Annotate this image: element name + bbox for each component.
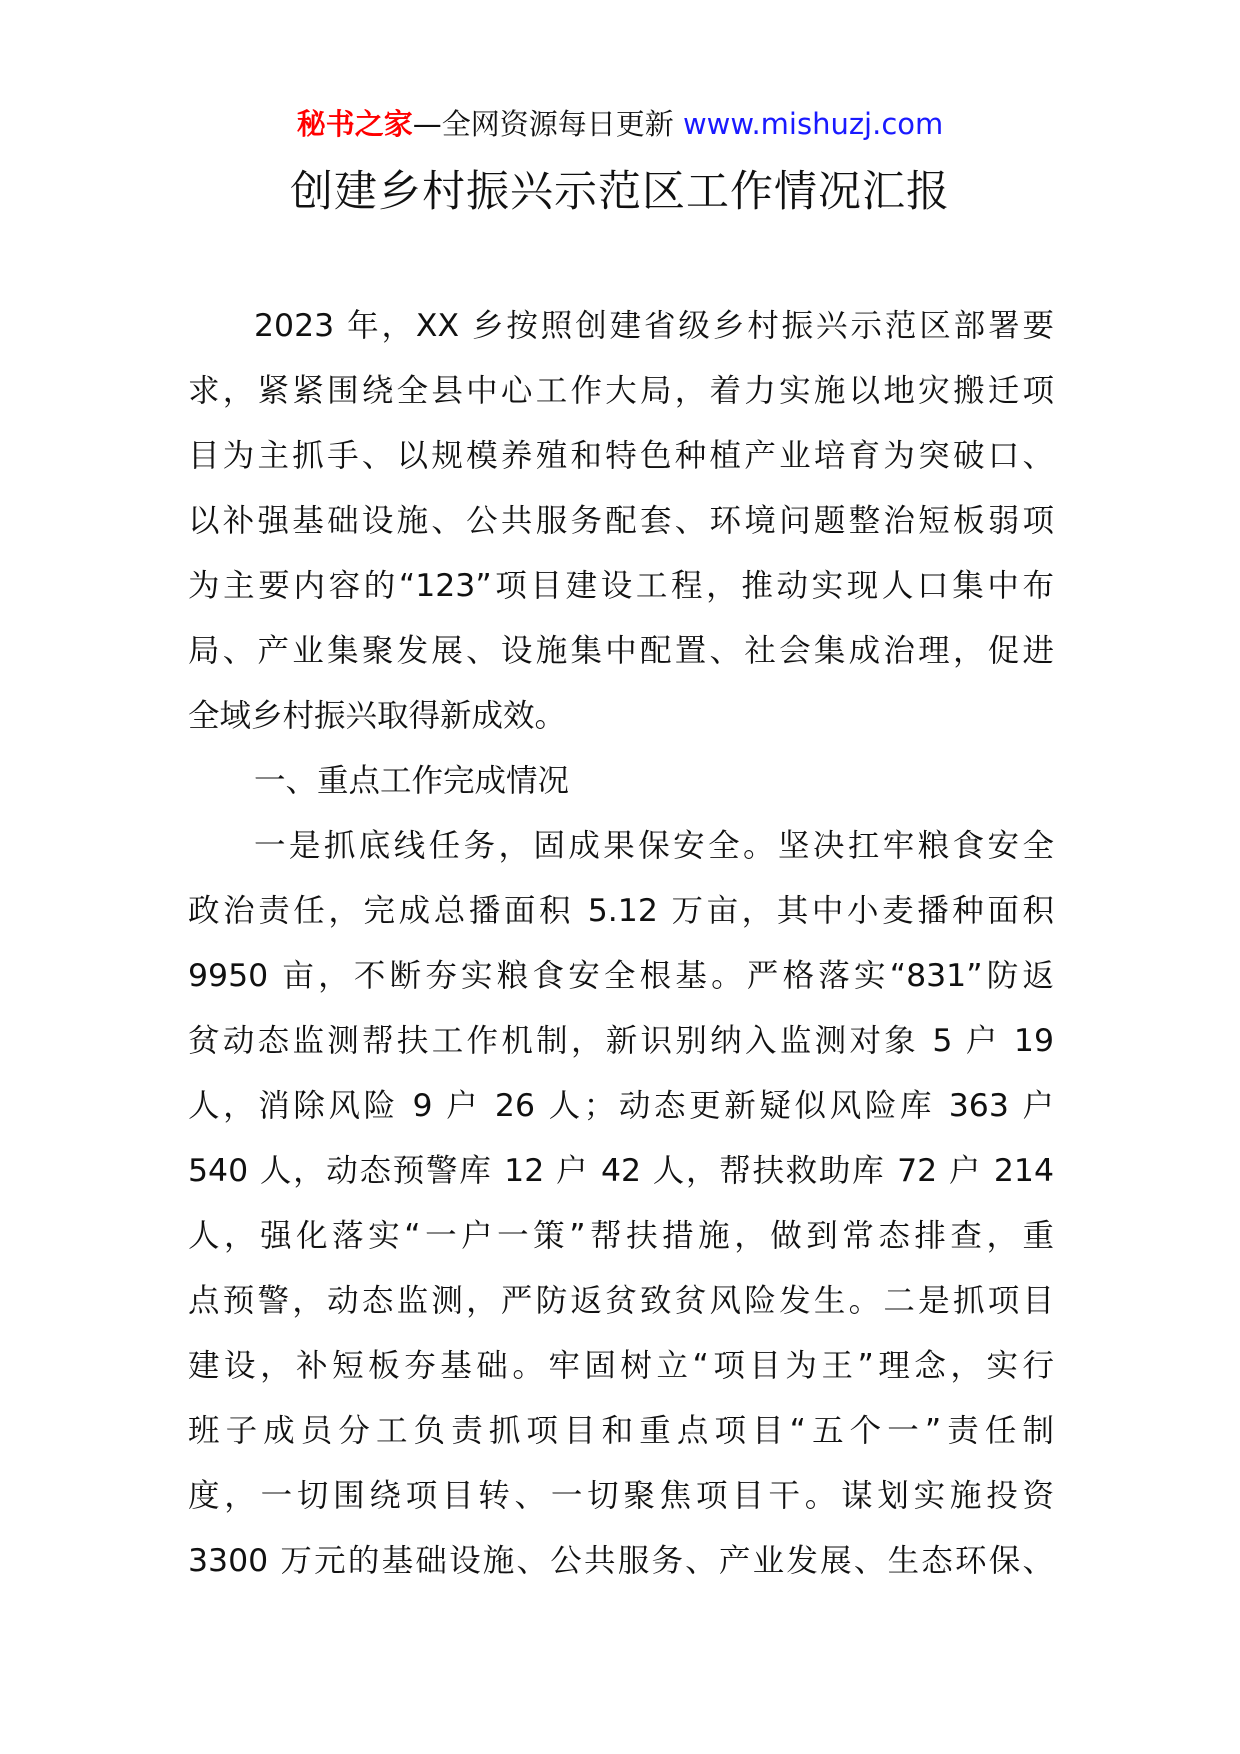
body-line: 度，一切围绕项目转、一切聚焦项目干。谋划实施投资: [188, 1478, 1054, 1514]
body-line: 9950 亩，不断夯实粮食安全根基。严格落实“831”防返: [188, 958, 1054, 994]
body-line: 求，紧紧围绕全县中心工作大局，着力实施以地灾搬迁项: [188, 373, 1054, 409]
body-line: 一是抓底线任务，固成果保安全。坚决扛牢粮食安全: [254, 828, 1054, 864]
site-url-link[interactable]: www.mishuzj.com: [682, 107, 944, 141]
body-line: 建设，补短板夯基础。牢固树立“项目为王”理念，实行: [188, 1348, 1054, 1384]
body-line: 一、重点工作完成情况: [254, 763, 570, 799]
document-body: [188, 294, 1054, 1594]
header-slogan: —全网资源每日更新: [412, 107, 674, 141]
body-line: 政治责任，完成总播面积 5.12 万亩，其中小麦播种面积: [188, 893, 1054, 929]
site-header: [0, 104, 1240, 144]
body-line: 全域乡村振兴取得新成效。: [188, 698, 567, 734]
body-line: 人，强化落实“一户一策”帮扶措施，做到常态排查，重: [188, 1218, 1054, 1254]
brand-name: 秘书之家: [296, 107, 413, 141]
body-line: 3300 万元的基础设施、公共服务、产业发展、生态环保、: [188, 1543, 1054, 1579]
body-line: 为主要内容的“123”项目建设工程，推动实现人口集中布: [188, 568, 1054, 604]
body-line: 点预警，动态监测，严防返贫致贫风险发生。二是抓项目: [188, 1283, 1054, 1319]
body-line: 以补强基础设施、公共服务配套、环境问题整治短板弱项: [188, 503, 1054, 539]
body-line: 班子成员分工负责抓项目和重点项目“五个一”责任制: [188, 1413, 1054, 1449]
body-line: 人，消除风险 9 户 26 人；动态更新疑似风险库 363 户: [188, 1088, 1054, 1124]
body-line: 目为主抓手、以规模养殖和特色种植产业培育为突破口、: [188, 438, 1054, 474]
body-line: 2023 年，XX 乡按照创建省级乡村振兴示范区部署要: [254, 308, 1054, 344]
body-line: 540 人，动态预警库 12 户 42 人，帮扶救助库 72 户 214: [188, 1153, 1054, 1189]
body-line: 局、产业集聚发展、设施集中配置、社会集成治理，促进: [188, 633, 1054, 669]
body-line: 贫动态监测帮扶工作机制，新识别纳入监测对象 5 户 19: [188, 1023, 1054, 1059]
document-title: 创建乡村振兴示范区工作情况汇报: [290, 167, 950, 217]
